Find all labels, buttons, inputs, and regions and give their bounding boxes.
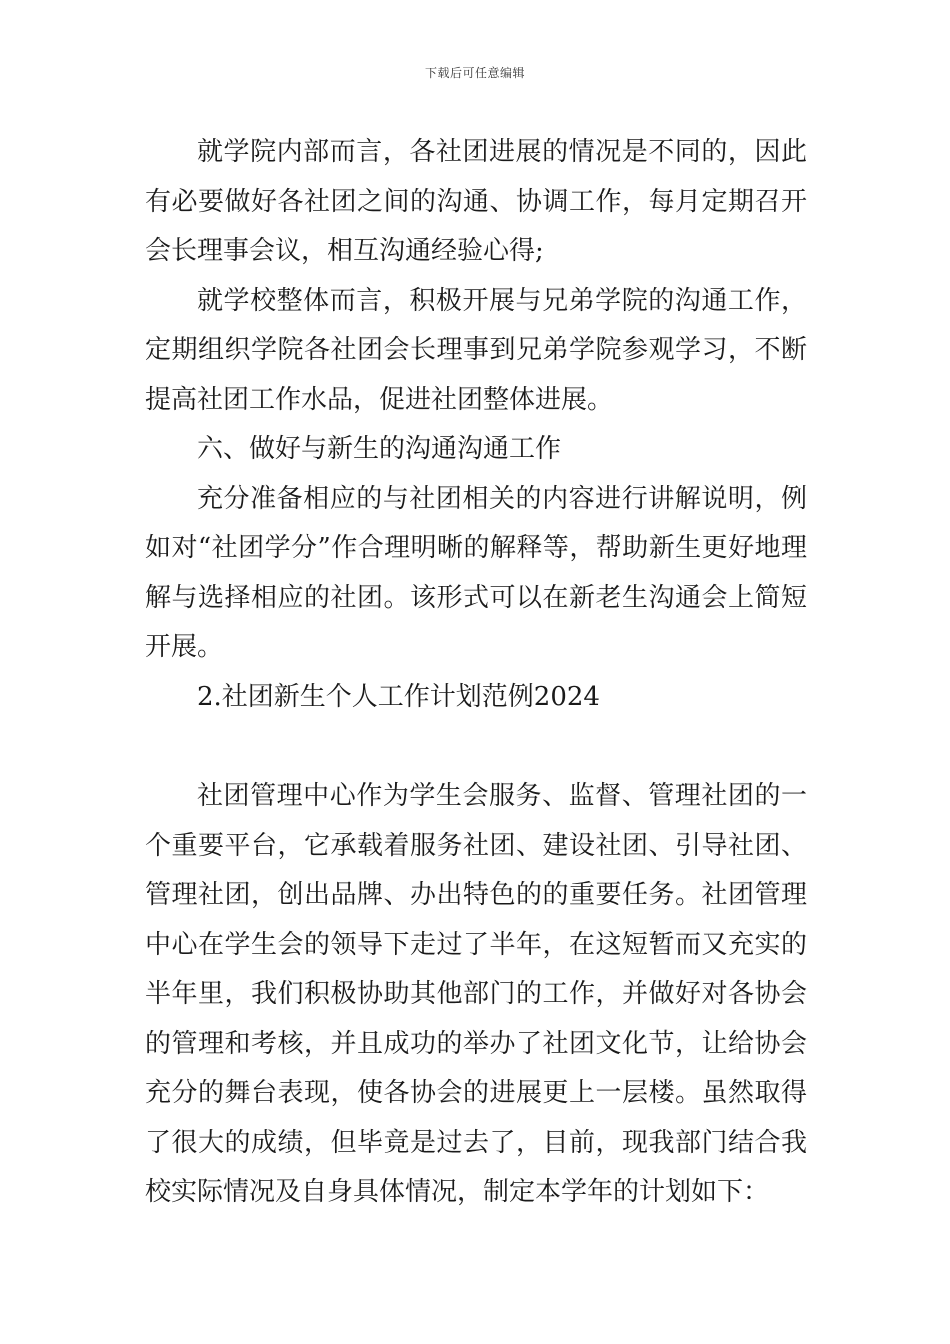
section-heading-plan-example: 2.社团新生个人工作计划范例2024 [197,681,600,712]
paragraph-college-internal: 就学院内部而言，各社团进展的情况是不同的，因此有必要做好各社团之间的沟通、协调工作，每月定期召开会长理事会议，相互沟通经验心得; [145,137,807,266]
page-header: 下载后可任意编辑 [424,66,525,80]
section-heading-six: 六、做好与新生的沟通沟通工作 [197,434,562,464]
paragraph-management-center: 社团管理中心作为学生会服务、监督、管理社团的一个重要平台，它承载着服务社团、建设社团、引导社团、管理社团，创出品牌、办出特色的的重要任务。社团管理中心在学生会的领导下走过了半年，在这短暂而又充实的半年里，我们积极协助其他部门的工作，并做好对各协会的管理和考核，并且成功的举办了社团文化节，让给协会充分的舞台表现，使各协会的进展更上一层楼。虽然取得了很大的成绩，但毕竟是过去了，目前，现我部门结合我校实际情况及自身具体情况，制定本学年的计划如下： [145,781,807,1207]
blank-line [145,722,807,772]
paragraph-school-overall: 就学校整体而言，积极开展与兄弟学院的沟通工作，定期组织学院各社团会长理事到兄弟学院参观学习，不断提高社团工作水品，促进社团整体进展。 [145,285,807,415]
paragraph-freshman-explanation: 充分准备相应的与社团相关的内容进行讲解说明，例如对“社团学分”作合理明晰的解释等，帮助新生更好地理解与选择相应的社团。该形式可以在新老生沟通会上简短开展。 [145,483,807,662]
document-body [145,128,807,1218]
